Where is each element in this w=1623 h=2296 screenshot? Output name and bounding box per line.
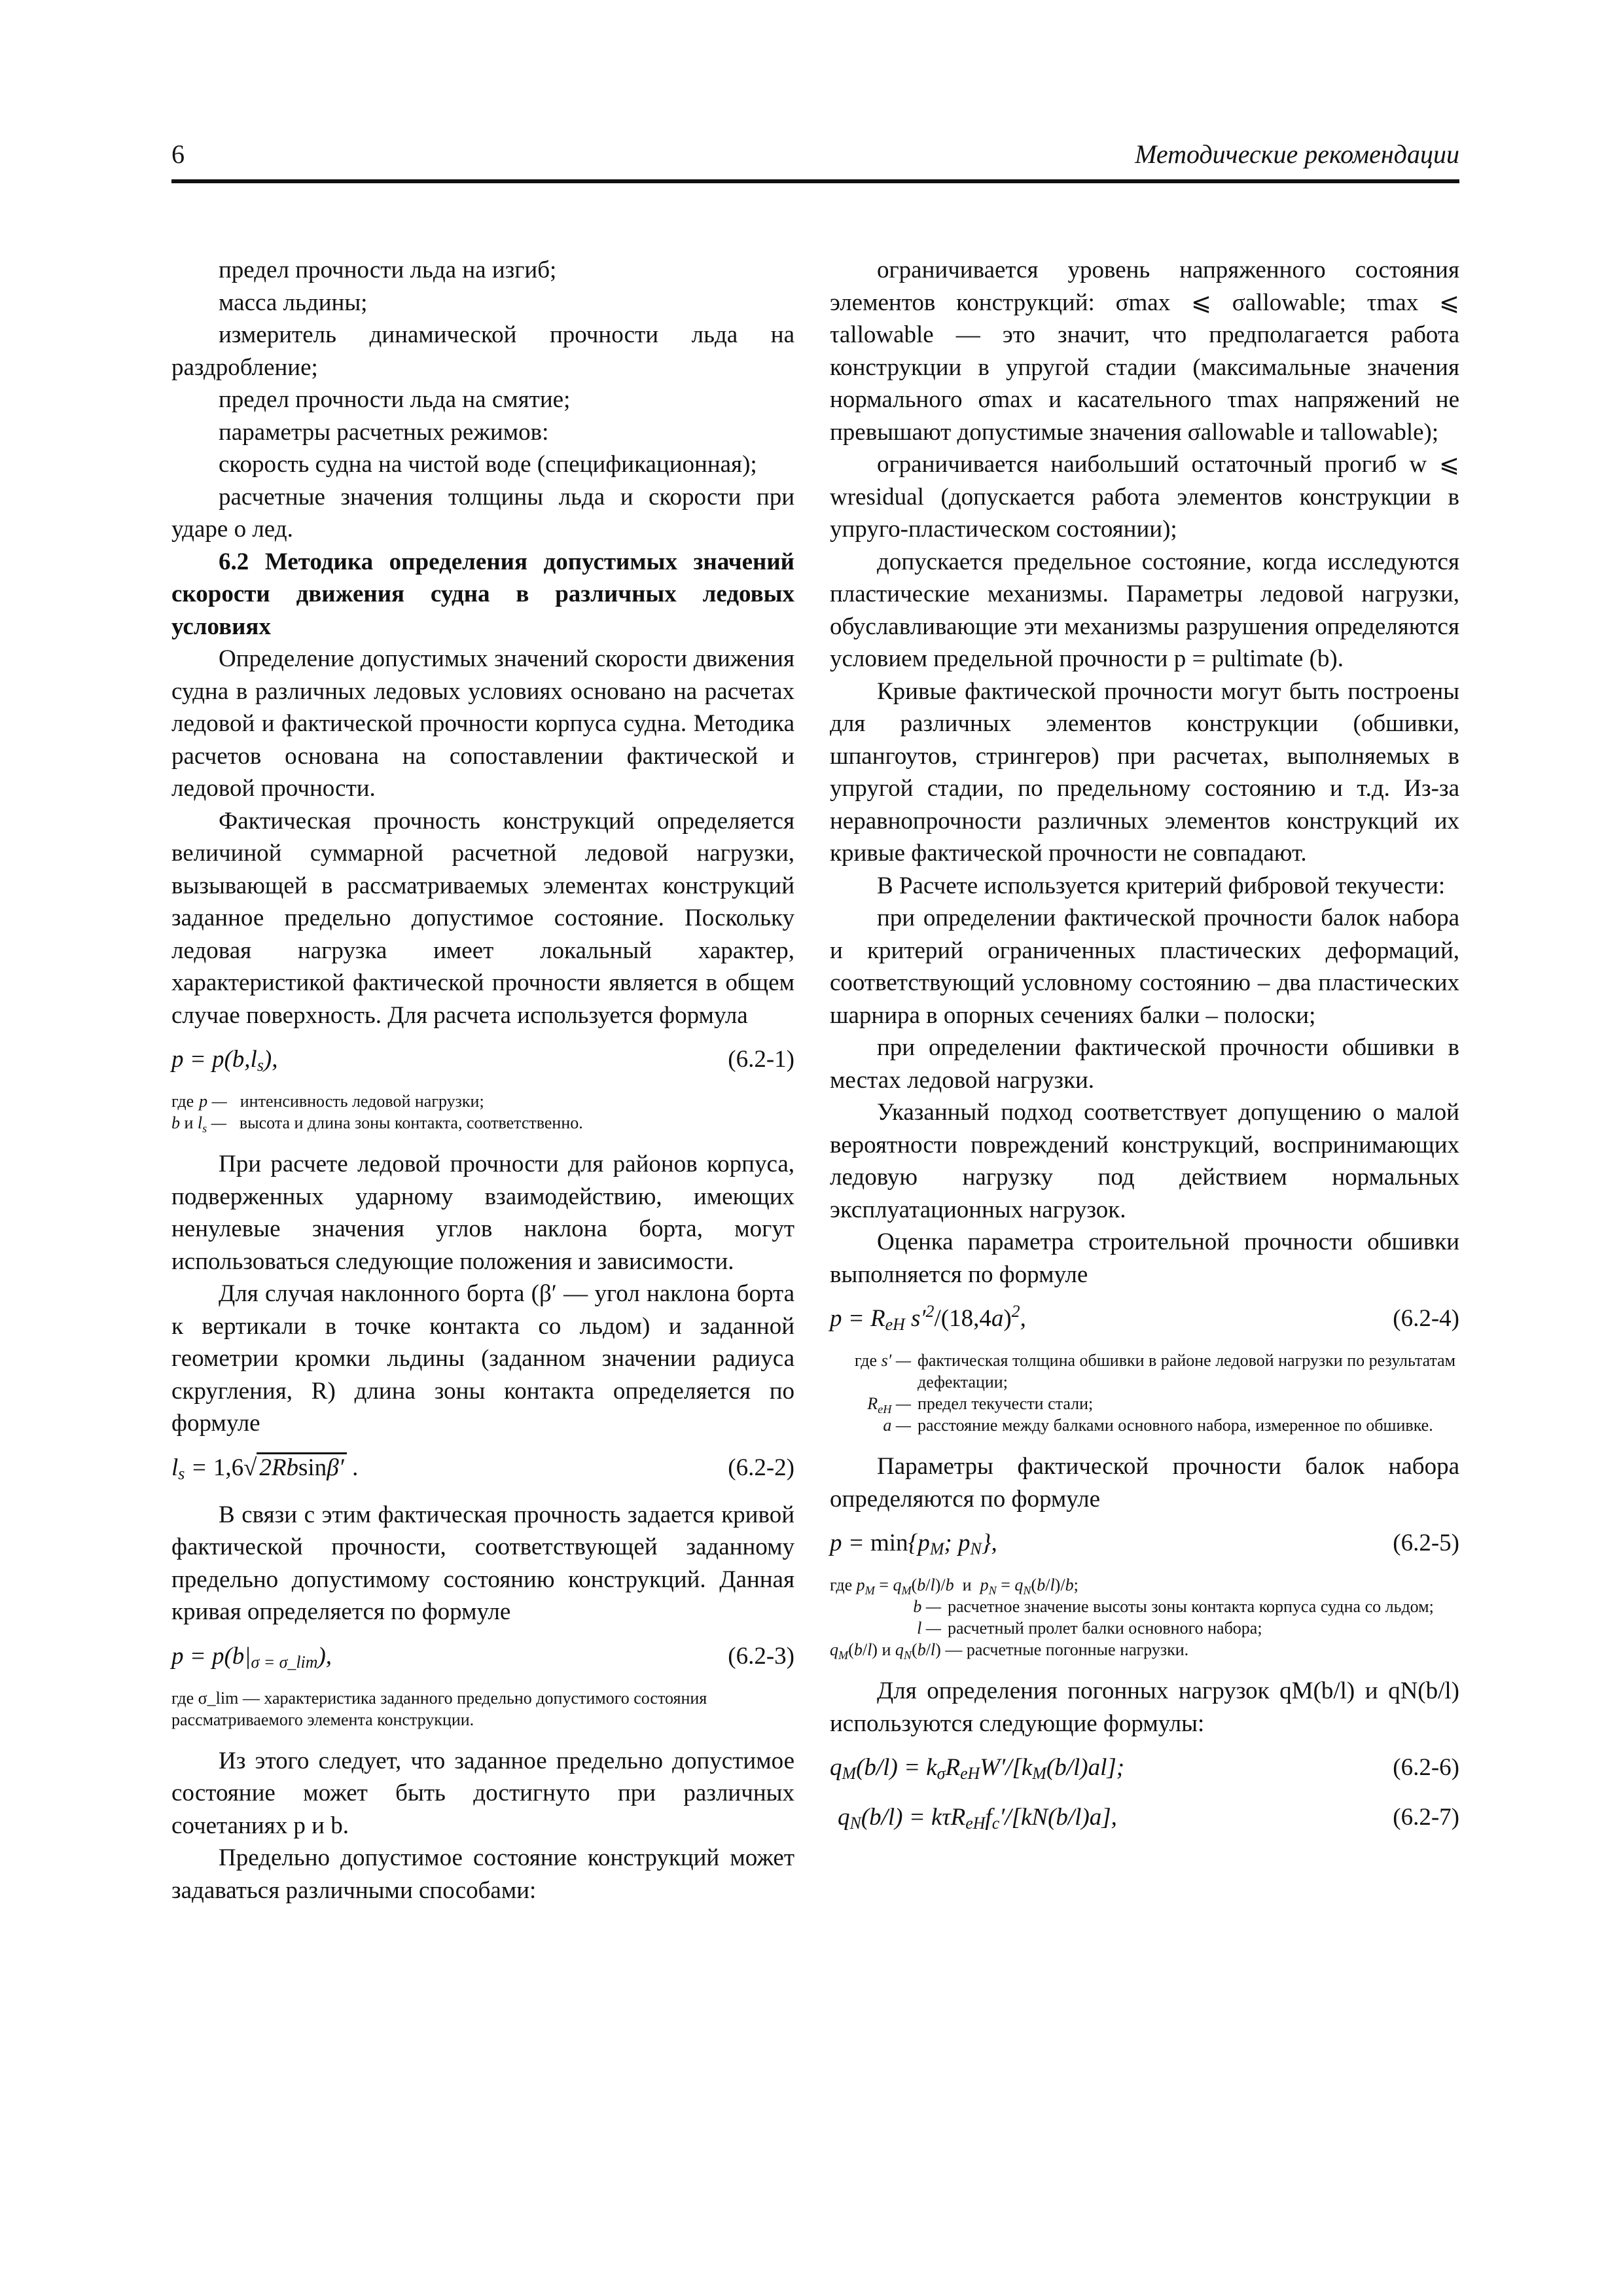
paragraph: Оценка параметра строительной прочности обшивки выполняется по формуле bbox=[830, 1229, 1459, 1288]
legend-text: где σ_lim — характеристика заданного предельно допустимого состояния рассматриваемого элемента конструкции. bbox=[171, 1688, 707, 1729]
running-title: Методические рекомендации bbox=[1135, 139, 1459, 169]
paragraph: При расчете ледовой прочности для районов корпуса, подверженных ударному взаимодействию, имеющих ненулевые значения углов наклона борта, могут использоваться следующие положения и зависимости. bbox=[171, 1151, 794, 1275]
legend-symbol: a — bbox=[883, 1416, 911, 1435]
left-column bbox=[171, 254, 794, 1907]
paragraph: при определении фактической прочности балок набора и критерий ограниченных пластических деформаций, соответствующий условному состоянию – два пластических шарнира в опорных сечениях балки – полоски; bbox=[830, 905, 1459, 1029]
formula-number: (6.2-3) bbox=[728, 1642, 794, 1670]
formula-expression: $p = p(b,l_s)$, bbox=[171, 1046, 278, 1075]
header-rule bbox=[171, 179, 1459, 183]
paragraph: измеритель динамической прочности льда на раздробление; bbox=[171, 321, 794, 381]
paragraph: предел прочности льда на смятие; bbox=[219, 386, 571, 413]
formula-6-2-6 bbox=[830, 1749, 1459, 1787]
formula-expression: $p = \min\{p_M$; $p_N$}, bbox=[830, 1530, 997, 1558]
legend-text: расстояние между балками основного набора, измеренное по обшивке. bbox=[918, 1416, 1433, 1435]
paragraph: скорость судна на чистой воде (спецификационная); bbox=[219, 451, 757, 478]
formula-legend bbox=[171, 1090, 794, 1134]
paragraph: ограничивается уровень напряженного состояния элементов конструкций: σmax ⩽ σallowable; τmax ⩽ τallowable — это значит, что предполагается работа конструкции в упругой стадии (максимальные значения нормального σmax и касательного τmax напряжений не превышают допустимые значения σallowable и τallowable); bbox=[830, 257, 1459, 446]
legend-symbol: b — bbox=[913, 1597, 941, 1616]
paragraph: при определении фактической прочности обшивки в местах ледовой нагрузки. bbox=[830, 1034, 1459, 1094]
paragraph: Определение допустимых значений скорости движения судна в различных ледовых условиях основано на расчетах ледовой и фактической прочности корпуса судна. Методика расчетов основана на сопоставлении фактической и ледовой прочности. bbox=[171, 645, 794, 802]
legend-text: фактическая толщина обшивки в районе ледовой нагрузки по результатам дефектации; bbox=[918, 1351, 1456, 1391]
formula-number: (6.2-4) bbox=[1393, 1305, 1459, 1332]
running-header bbox=[171, 139, 1459, 179]
formula-legend bbox=[830, 1350, 1459, 1436]
formula-legend bbox=[830, 1574, 1459, 1660]
paragraph: Из этого следует, что заданное предельно допустимое состояние может быть достигнуто при различных сочетаниях p и b. bbox=[171, 1747, 794, 1839]
formula-expression: $p = p(b|_{\sigma = \sigma\_lim})$, bbox=[171, 1642, 332, 1672]
paragraph: Для случая наклонного борта (β′ — угол наклона борта к вертикали в точке контакта со льдом) и заданной геометрии кромки льдины (заданном значении радиуса скругления, R) длина зоны контакта определяется по формуле bbox=[171, 1280, 794, 1437]
paragraph: В Расчете используется критерий фибровой текучести: bbox=[877, 872, 1446, 899]
legend-text: где $p_M = q_M(b/l)/b$ и $p_N = q_N(b/l)/b$; bbox=[830, 1575, 1079, 1597]
legend-symbol: $R_{eH}$ — bbox=[867, 1394, 911, 1416]
paragraph: Фактическая прочность конструкций определяется величиной суммарной расчетной ледовой нагрузки, вызывающей в рассматриваемых элементах конструкций заданное предельно допустимое состояние. Поскольку ледовая нагрузка имеет локальный характер, характеристикой фактической прочности является в общем случае поверхность. Для расчета используется формула bbox=[171, 807, 794, 1029]
formula-6-2-7 bbox=[830, 1799, 1459, 1837]
paragraph: Кривые фактической прочности могут быть построены для различных элементов конструкции (обшивки, шпангоутов, стрингеров) при расчетах, выполняемых в упругой стадии, по предельному состоянию и т.д. Из-за неравнопрочности различных элементов конструкций их кривые фактической прочности не совпадают. bbox=[830, 677, 1459, 867]
formula-expression: $p = R_{eH}$ $s'^2/(18,4a)^2$, bbox=[830, 1302, 1026, 1334]
formula-6-2-4 bbox=[830, 1300, 1459, 1338]
formula-expression: $q_N(b/l) = k\tau R_{eH}f_c'/[kN(b/l)a]$, bbox=[838, 1804, 1117, 1833]
legend-text: предел текучести стали; bbox=[918, 1394, 1094, 1413]
paragraph: предел прочности льда на изгиб; bbox=[219, 257, 557, 283]
paragraph: параметры расчетных режимов: bbox=[219, 418, 549, 446]
legend-symbol: b и $l_s$ — bbox=[171, 1113, 226, 1135]
legend-where: где bbox=[171, 1092, 194, 1111]
formula-number: (6.2-6) bbox=[1393, 1754, 1459, 1781]
formula-6-2-2 bbox=[171, 1449, 794, 1487]
paragraph: ограничивается наибольший остаточный прогиб w ⩽ wresidual (допускается работа элементов конструкции в упруго-пластическом состоянии); bbox=[830, 451, 1459, 543]
paragraph: допускается предельное состояние, когда исследуются пластические механизмы. Параметры ледовой нагрузки, обуславливающие эти механизмы разрушения определяются условием предельной прочности p = pultimate (b). bbox=[830, 548, 1459, 672]
legend-symbol: p — bbox=[199, 1092, 227, 1111]
paragraph: Предельно допустимое состояние конструкций может задаваться различными способами: bbox=[171, 1844, 794, 1904]
paragraph: расчетные значения толщины льда и скорости при ударе о лед. bbox=[171, 483, 794, 543]
paragraph: Для определения погонных нагрузок qM(b/l) и qN(b/l) используются следующие формулы: bbox=[830, 1677, 1459, 1737]
page-number: 6 bbox=[171, 139, 185, 169]
formula-legend bbox=[171, 1687, 794, 1731]
formula-number: (6.2-7) bbox=[1393, 1804, 1459, 1831]
formula-number: (6.2-2) bbox=[728, 1454, 794, 1481]
formula-6-2-5 bbox=[830, 1524, 1459, 1562]
formula-expression: $l_s = 1,6√$ 2Rbsinβ′ . bbox=[171, 1449, 359, 1487]
right-column bbox=[830, 254, 1459, 1848]
paragraph: масса льдины; bbox=[219, 289, 368, 316]
legend-text: высота и длина зоны контакта, соответственно. bbox=[239, 1113, 583, 1132]
paragraph: Параметры фактической прочности балок набора определяются по формуле bbox=[830, 1453, 1459, 1513]
legend-symbol: l — bbox=[917, 1619, 941, 1638]
legend-text: интенсивность ледовой нагрузки; bbox=[240, 1092, 484, 1111]
legend-text: расчетный пролет балки основного набора; bbox=[948, 1619, 1262, 1638]
legend-text: расчетное значение высоты зоны контакта корпуса судна со льдом; bbox=[948, 1597, 1434, 1616]
legend-text: $q_M(b/l)$ и $q_N(b/l)$ — расчетные погонные нагрузки. bbox=[830, 1640, 1189, 1662]
paragraph: Указанный подход соответствует допущению о малой вероятности повреждений конструкций, воспринимающих ледовую нагрузку под действием нормальных эксплуатационных нагрузок. bbox=[830, 1099, 1459, 1223]
legend-symbol: где s′ — bbox=[854, 1351, 911, 1370]
paragraph: В связи с этим фактическая прочность задается кривой фактической прочности, соответствующей заданному предельно допустимому состоянию конструкций. Данная кривая определяется по формуле bbox=[171, 1501, 794, 1625]
formula-expression: $q_M(b/l) = k_\sigma R_{eH}W'/[k_M(b/l)al]$; bbox=[830, 1754, 1125, 1783]
section-heading: 6.2 Методика определения допустимых значений скорости движения судна в различных ледовых условиях bbox=[171, 548, 794, 640]
formula-6-2-3 bbox=[171, 1638, 794, 1676]
formula-number: (6.2-1) bbox=[728, 1046, 794, 1073]
formula-number: (6.2-5) bbox=[1393, 1530, 1459, 1556]
formula-6-2-1 bbox=[171, 1041, 794, 1079]
legend-text: — расчетные погонные нагрузки. bbox=[945, 1640, 1189, 1659]
